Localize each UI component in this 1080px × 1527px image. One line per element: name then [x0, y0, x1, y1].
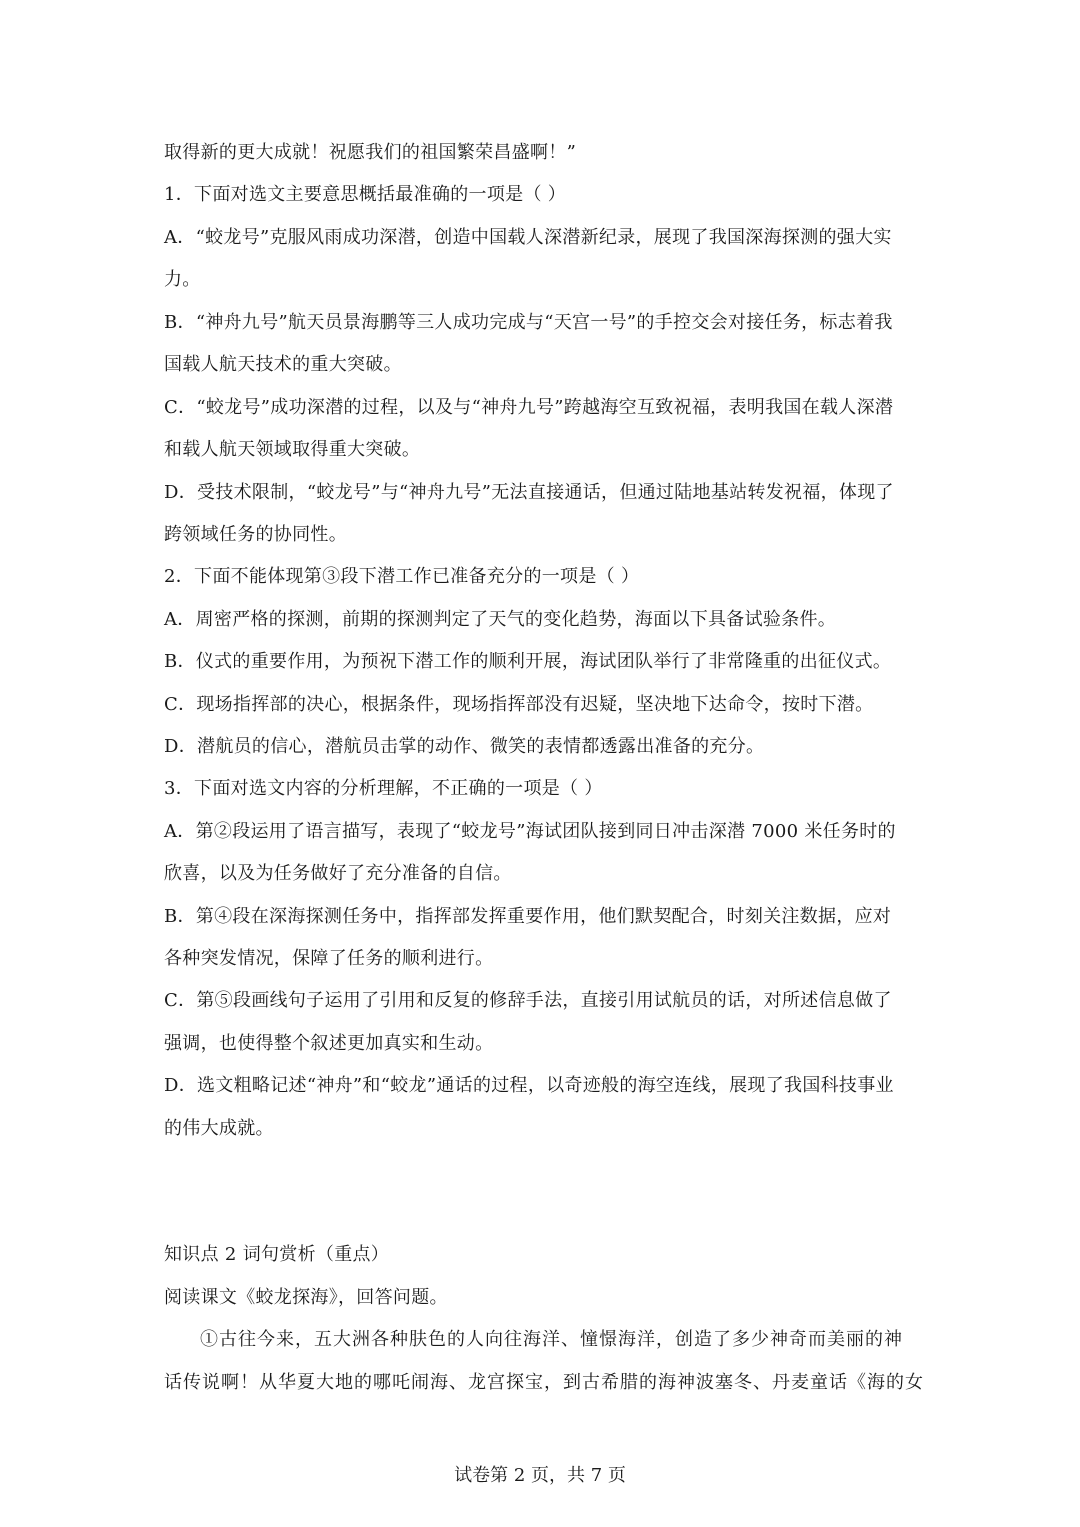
question-2-option-d: D．潜航员的信心，潜航员击掌的动作、微笑的表情都透露出准备的充分。 [164, 736, 765, 757]
question-3-option-b-line2: 各种突发情况，保障了任务的顺利进行。 [164, 948, 494, 969]
question-3-option-b-line1: B．第④段在深海探测任务中，指挥部发挥重要作用，他们默契配合，时刻关注数据，应对 [164, 906, 892, 927]
question-1-option-d-line1: D．受技术限制，“蛟龙号”与“神舟九号”无法直接通话，但通过陆地基站转发祝福，体现了 [164, 482, 894, 503]
reading-instruction: 阅读课文《蛟龙探海》，回答问题。 [164, 1287, 448, 1308]
question-1-option-c-line1: C．“蛟龙号”成功深潜的过程，以及与“神舟九号”跨越海空互致祝福，表明我国在载人深潜 [164, 397, 894, 418]
question-1-option-c-line2: 和载人航天领域取得重大突破。 [164, 439, 421, 460]
question-1-stem: 1．下面对选文主要意思概括最准确的一项是（ ） [164, 184, 567, 205]
passage-line-2: 话传说啊！从华夏大地的哪吒闹海、龙宫探宝，到古希腊的海神波塞冬、丹麦童话《海的女 [164, 1372, 924, 1393]
question-3-option-a-line2: 欣喜，以及为任务做好了充分准备的自信。 [164, 863, 512, 884]
question-3-option-d-line2: 的伟大成就。 [164, 1118, 274, 1139]
passage-line-1: ①古往今来，五大洲各种肤色的人向往海洋、憧憬海洋，创造了多少神奇而美丽的神 [200, 1329, 903, 1350]
question-1-option-d-line2: 跨领域任务的协同性。 [164, 524, 347, 545]
question-1-option-a-line2: 力。 [164, 269, 201, 290]
question-1-option-b-line2: 国载人航天技术的重大突破。 [164, 354, 402, 375]
question-3-option-c-line1: C．第⑤段画线句子运用了引用和反复的修辞手法，直接引用试航员的话，对所述信息做了 [164, 990, 892, 1011]
question-3-option-d-line1: D．选文粗略记述“神舟”和“蛟龙”通话的过程，以奇迹般的海空连线，展现了我国科技事业 [164, 1075, 894, 1096]
question-3-option-c-line2: 强调，也使得整个叙述更加真实和生动。 [164, 1033, 494, 1054]
question-2-stem: 2．下面不能体现第③段下潜工作已准备充分的一项是（ ） [164, 566, 640, 587]
question-3-stem: 3．下面对选文内容的分析理解，不正确的一项是（ ） [164, 778, 603, 799]
question-3-option-a-line1: A．第②段运用了语言描写，表现了“蛟龙号”海试团队接到同日冲击深潜 7000 米任务时的 [164, 821, 896, 842]
question-2-option-b: B．仪式的重要作用，为预祝下潜工作的顺利开展，海试团队举行了非常隆重的出征仪式。 [164, 651, 892, 672]
question-2-option-c: C．现场指挥部的决心，根据条件，现场指挥部没有迟疑，坚决地下达命令，按时下潜。 [164, 694, 874, 715]
question-1-option-a-line1: A．“蛟龙号”克服风雨成功深潜，创造中国载人深潜新纪录，展现了我国深海探测的强大实 [164, 227, 892, 248]
page-footer: 试卷第 2 页，共 7 页 [454, 1465, 626, 1486]
passage-continuation: 取得新的更大成就！祝愿我们的祖国繁荣昌盛啊！” [164, 142, 577, 163]
question-1-option-b-line1: B．“神舟九号”航天员景海鹏等三人成功完成与“天宫一号”的手控交会对接任务，标志着我 [164, 312, 893, 333]
section-title: 知识点 2 词句赏析（重点） [164, 1244, 390, 1265]
question-2-option-a: A．周密严格的探测，前期的探测判定了天气的变化趋势，海面以下具备试验条件。 [164, 609, 837, 630]
